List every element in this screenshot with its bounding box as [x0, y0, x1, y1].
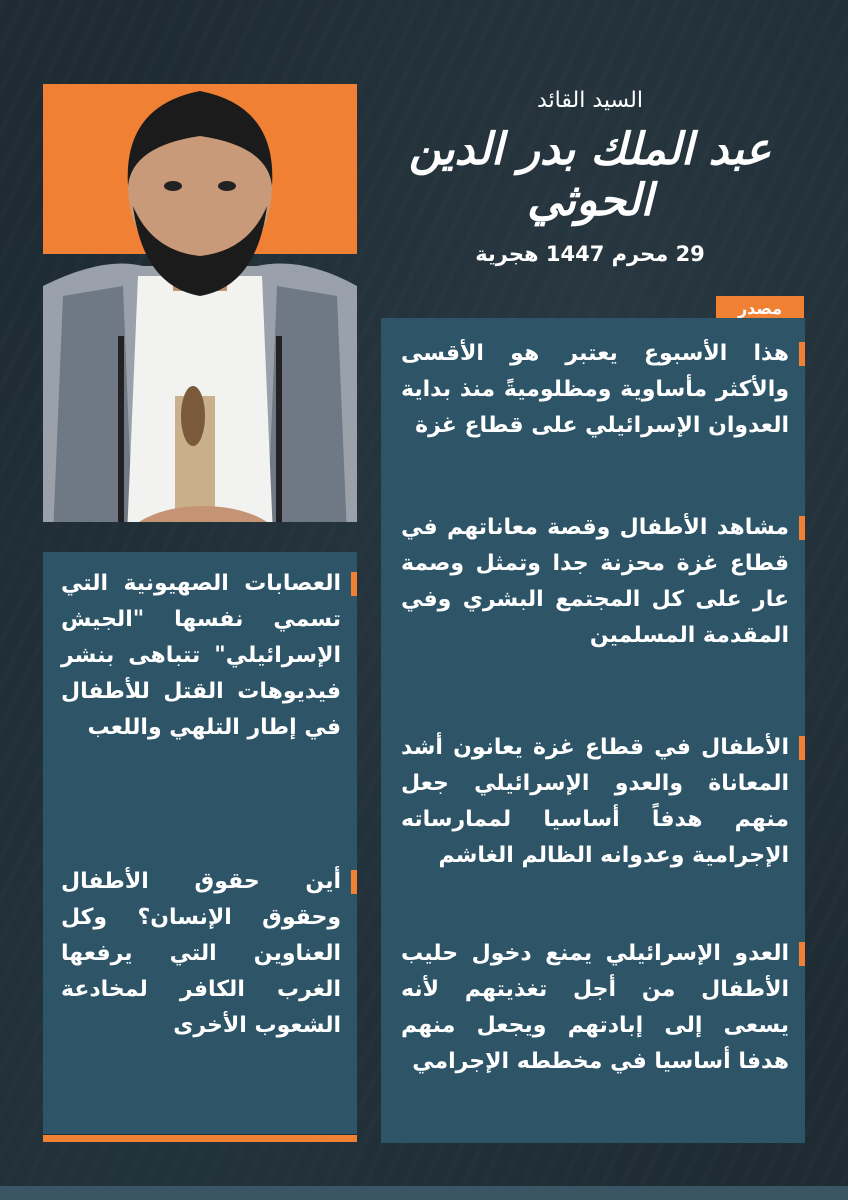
bottom-strip	[0, 1186, 848, 1200]
quote-text: الأطفال في قطاع غزة يعانون أشد المعاناة والعدو الإسرائيلي جعل منهم هدفاً أساسيا لممارساته الإجرامية وعدوانه الظالم الغاشم	[401, 735, 789, 868]
panel-accent-line	[43, 1135, 357, 1142]
bullet-bar-icon	[799, 516, 805, 540]
bullet-bar-icon	[799, 342, 805, 366]
left-quotes-panel	[43, 552, 357, 1134]
quote-block	[401, 510, 805, 654]
quote-text: العدو الإسرائيلي يمنع دخول حليب الأطفال من أجل تغذيتهم لأنه يسعى إلى إبادتهم ويجعل منهم هدفا أساسيا في مخططه الإجرامي	[401, 941, 789, 1074]
leader-portrait	[43, 84, 357, 522]
header	[370, 84, 810, 284]
bullet-bar-icon	[799, 736, 805, 760]
bullet-bar-icon	[351, 572, 357, 596]
title-label: السيد القائد	[537, 88, 643, 113]
leader-portrait-icon	[43, 84, 357, 522]
quote-text: أين حقوق الأطفال وحقوق الإنسان؟ وكل العناوين التي يرفعها الغرب الكافر لمخادعة الشعوب الأخرى	[61, 869, 341, 1038]
source-tag: مصدر	[716, 296, 804, 322]
bullet-bar-icon	[351, 870, 357, 894]
quote-block	[401, 336, 805, 444]
quote-block	[61, 864, 357, 1044]
quote-block	[401, 936, 805, 1080]
quote-block	[401, 730, 805, 874]
quote-block	[61, 566, 357, 746]
hijri-date: 29 محرم 1447 هجرية	[475, 242, 705, 266]
leader-name: عبد الملك بدر الدين الحوثي	[408, 124, 772, 226]
bullet-bar-icon	[799, 942, 805, 966]
right-quotes-panel	[381, 318, 805, 1143]
quote-text: مشاهد الأطفال وقصة معاناتهم في قطاع غزة محزنة جدا وتمثل وصمة عار على كل المجتمع البشري وفي المقدمة المسلمين	[401, 515, 789, 648]
quote-text: هذا الأسبوع يعتبر هو الأقسى والأكثر مأساوية ومظلوميةً منذ بداية العدوان الإسرائيلي على قطاع غزة	[401, 341, 789, 438]
quote-text: العصابات الصهيونية التي تسمي نفسها "الجيش الإسرائيلي" تتباهى بنشر فيديوهات القتل للأطفال في إطار التلهي واللعب	[61, 571, 341, 740]
